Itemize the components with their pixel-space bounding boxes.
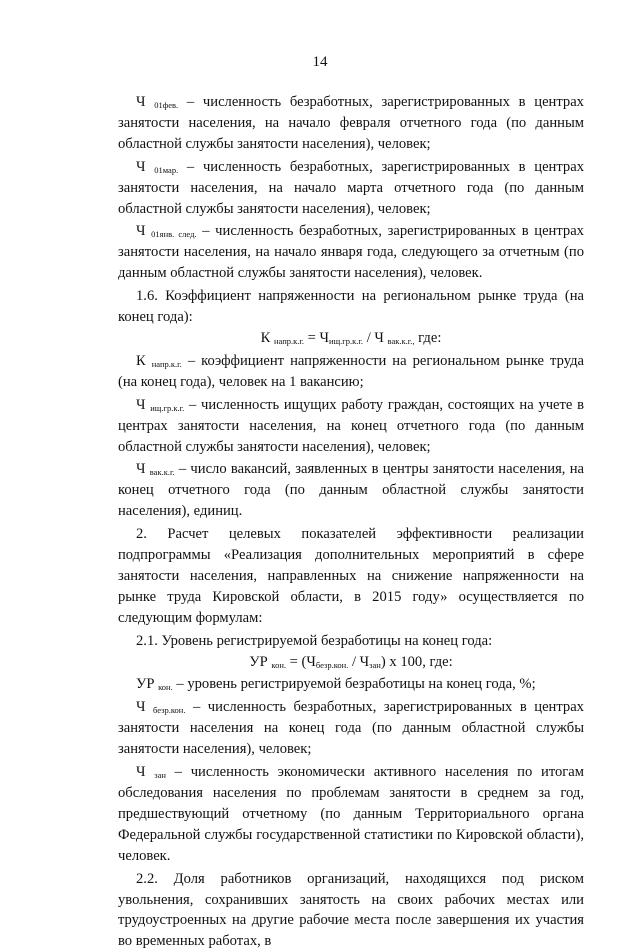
formula [118,652,584,673]
term-symbol: Ч [136,699,146,716]
formula-subscript: вак.к.г., [387,335,415,346]
body-paragraph: 1.6. Коэффициент напряженности на региональном рынке труда (на конец года): [118,288,584,326]
definition-text: – численность безработных, зарегистрированных в центрах занятости населения, на начало февраля отчетного года (по данным областной службы занятости населения), человек; [118,94,584,152]
definition-paragraph [118,674,584,695]
term-subscript: ищ.гр.к.г. [150,402,185,413]
term-symbol: Ч [136,764,146,781]
page-number: 14 [312,54,328,70]
formula-subscript: ищ.гр.к.г. [329,335,364,346]
term-symbol: УР [136,676,155,693]
formula-subscript: зан [369,659,381,670]
formula [118,328,584,349]
term-symbol: Ч [136,461,146,478]
definition-paragraph [118,697,584,760]
definition-text: – уровень регистрируемой безработицы на конец года, %; [172,676,536,693]
definition-text: – число вакансий, заявленных в центры занятости населения, на конец отчетного года (по данным областной службы занятости населения), единиц. [118,461,584,520]
body-paragraph: 2. Расчет целевых показателей эффективности реализации подпрограммы «Реализация дополнительных мероприятий в сфере занятости населения, направленных на снижение напряженности на рынке труда Кировской области, в 2015 году» осуществляется по следующим формулам: [118,526,584,626]
term-symbol: К [136,352,146,369]
body-paragraph: 2.1. Уровень регистрируемой безработицы на конец года: [136,632,493,649]
term-subscript: зан [154,770,166,781]
formula-text: ) х 100, где: [380,653,453,670]
formula-text: = (Ч [286,653,316,670]
definition-text: – численность ищущих работу граждан, состоящих на учете в центрах занятости населения, на конец отчетного года (по данным областной службы занятости населения), человек; [118,396,584,455]
formula-text: УР [249,653,272,670]
formula-text: К [260,329,274,346]
definition-paragraph [118,221,584,284]
formula-text: где: [414,329,442,346]
term-symbol: Ч [136,158,146,175]
definition-paragraph [118,762,584,867]
definition-paragraph [118,395,584,458]
term-symbol: Ч [136,396,146,413]
formula-text: / Ч [348,653,370,670]
definition-paragraph [118,459,584,522]
definition-text: – численность безработных, зарегистрированных в центрах занятости населения, на начало марта отчетного года (по данным областной службы занятости населения), человек; [118,158,584,217]
term-subscript: безр.кон. [153,705,186,716]
term-subscript: 01мар. [154,164,179,175]
definition-paragraph [118,157,584,220]
formula-subscript: кон. [271,659,286,670]
definition-text: – численность безработных, зарегистрированных в центрах занятости населения на конец года (по данным областной службы занятости населения), человек; [118,699,584,758]
term-subscript: вак.к.г. [149,467,175,478]
formula-subscript: безр.кон. [315,659,349,670]
formula-text: = Ч [304,329,330,346]
definition-text: – численность экономически активного населения по итогам обследования населения по проблемам занятости в среднем за год, предшествующий отчетному (по данным Территориального органа Федеральной службы государственной статистики по Кировской области), человек. [118,764,584,864]
formula-subscript: напр.к.г. [273,335,305,346]
definition-text: – численность безработных, зарегистрированных в центрах занятости населения, на начало января года, следующего за отчетным (по данным областной службы занятости населения), человек. [118,223,584,282]
body-paragraph: 2.2. Доля работников организаций, находящихся под риском увольнения, сохранивших занятость на своих рабочих местах или трудоустроенных на другие рабочие места после завершения их участия во временных работах, в [118,870,584,950]
definition-paragraph [118,351,584,393]
term-subscript: напр.к.г. [151,358,182,369]
term-subscript: 01фев. [154,100,179,110]
formula-text: / Ч [363,329,388,346]
term-subscript: кон. [158,682,173,693]
term-symbol: Ч [136,223,146,240]
term-subscript: 01янв. след. [151,229,197,240]
term-symbol: Ч [136,94,146,110]
definition-paragraph [118,92,584,155]
document-body [118,90,584,952]
definition-text: – коэффициент напряженности на региональном рынке труда (на конец года), человек на 1 вакансию; [118,352,584,390]
